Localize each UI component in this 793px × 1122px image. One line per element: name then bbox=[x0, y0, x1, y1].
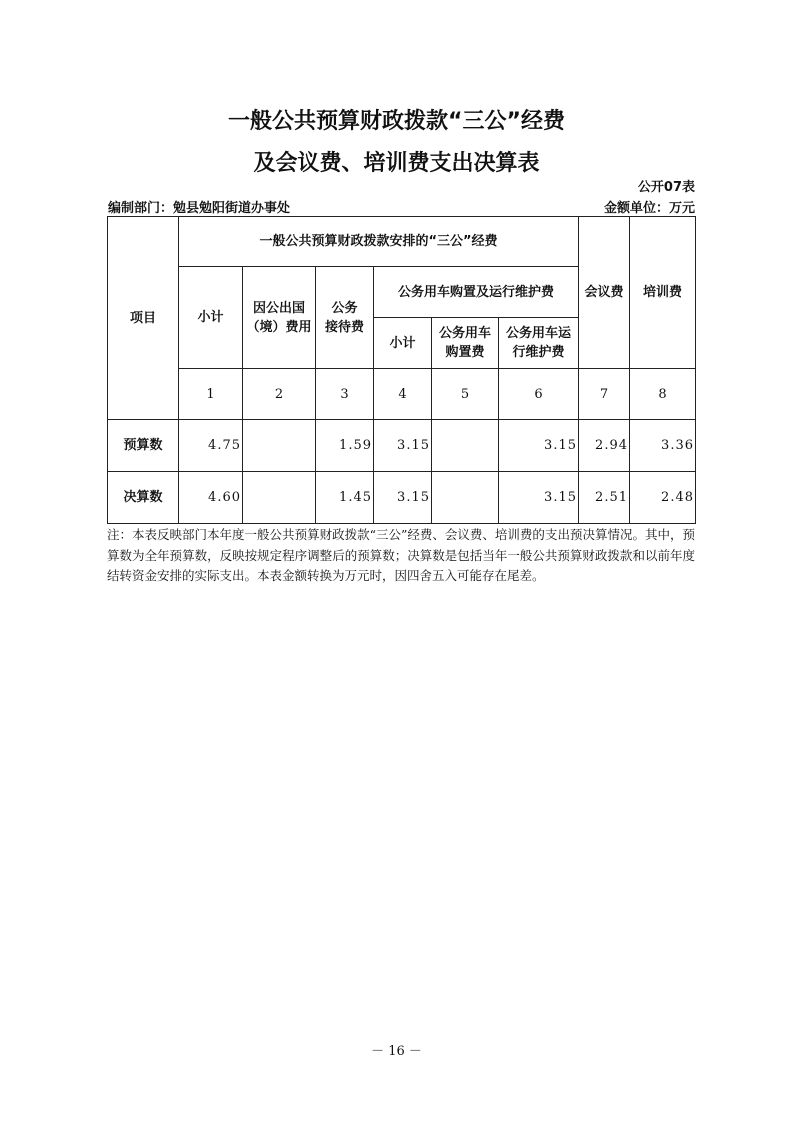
table-cell: 4.75 bbox=[179, 420, 243, 472]
report-title-line1: 一般公共预算财政拨款“三公”经费 bbox=[228, 109, 565, 134]
table-note: 注：本表反映部门本年度一般公共预算财政拨款“三公”经费、会议费、培训费的支出预决算情况。其中，预算数为全年预算数，反映按规定程序调整后的预算数；决算数是包括当年一般公共预算财政拨款和以前年度结转资金安排的实际支出。本表金额转换为万元时，因四舍五入可能存在尾差。 bbox=[107, 527, 695, 583]
table-row-actual bbox=[108, 472, 696, 524]
unit-label: 金额单位：万元 bbox=[603, 201, 695, 216]
column-number: 4 bbox=[374, 369, 432, 420]
column-number: 7 bbox=[579, 369, 630, 420]
table-row-budget bbox=[108, 420, 696, 472]
table-cell: 2.48 bbox=[630, 472, 696, 524]
page-number: － 16 － bbox=[371, 1044, 422, 1059]
column-number: 6 bbox=[499, 369, 579, 420]
column-number: 2 bbox=[243, 369, 316, 420]
column-number: 1 bbox=[179, 369, 243, 420]
header-vehicle-operation bbox=[499, 318, 579, 369]
row-label: 预算数 bbox=[108, 420, 179, 472]
expense-table bbox=[107, 216, 696, 524]
table-cell: 2.94 bbox=[579, 420, 630, 472]
department-label: 编制部门：勉县勉阳街道办事处 bbox=[108, 201, 291, 216]
header-operation-line1: 公务用车运 bbox=[505, 326, 571, 341]
row-label: 决算数 bbox=[108, 472, 179, 524]
table-cell: 3.36 bbox=[630, 420, 696, 472]
header-meeting: 会议费 bbox=[579, 217, 630, 369]
table-cell: 1.45 bbox=[316, 472, 374, 524]
table-cell: 3.15 bbox=[499, 472, 579, 524]
column-number: 3 bbox=[316, 369, 374, 420]
table-cell bbox=[243, 420, 316, 472]
header-reception-line1: 公务 bbox=[331, 300, 358, 316]
header-vehicle-subtotal: 小计 bbox=[374, 318, 432, 369]
table-cell bbox=[432, 472, 499, 524]
column-number: 8 bbox=[630, 369, 696, 420]
report-title-line2: 及会议费、培训费支出决算表 bbox=[253, 151, 540, 176]
header-purchase-line1: 公务用车 bbox=[438, 326, 491, 341]
header-reception-line2: 接待费 bbox=[324, 319, 364, 335]
table-cell: 3.15 bbox=[499, 420, 579, 472]
header-purchase-line2: 购置费 bbox=[445, 345, 485, 360]
table-cell bbox=[243, 472, 316, 524]
table-cell: 1.59 bbox=[316, 420, 374, 472]
table-cell bbox=[432, 420, 499, 472]
header-overseas-line1: 因公出国 bbox=[252, 300, 305, 316]
header-operation-line2: 行维护费 bbox=[512, 345, 565, 360]
table-cell: 3.15 bbox=[374, 472, 432, 524]
table-code: 公开07表 bbox=[637, 180, 695, 195]
header-reception bbox=[316, 267, 374, 369]
header-overseas-line2: （境）费用 bbox=[246, 319, 312, 335]
column-number: 5 bbox=[432, 369, 499, 420]
table-cell: 2.51 bbox=[579, 472, 630, 524]
header-overseas bbox=[243, 267, 316, 369]
table-cell: 4.60 bbox=[179, 472, 243, 524]
header-group: 一般公共预算财政拨款安排的“三公”经费 bbox=[179, 217, 579, 267]
header-vehicle-group: 公务用车购置及运行维护费 bbox=[374, 267, 579, 318]
header-training: 培训费 bbox=[630, 217, 696, 369]
header-item: 项目 bbox=[108, 217, 179, 420]
table-cell: 3.15 bbox=[374, 420, 432, 472]
header-subtotal: 小计 bbox=[179, 267, 243, 369]
header-vehicle-purchase bbox=[432, 318, 499, 369]
